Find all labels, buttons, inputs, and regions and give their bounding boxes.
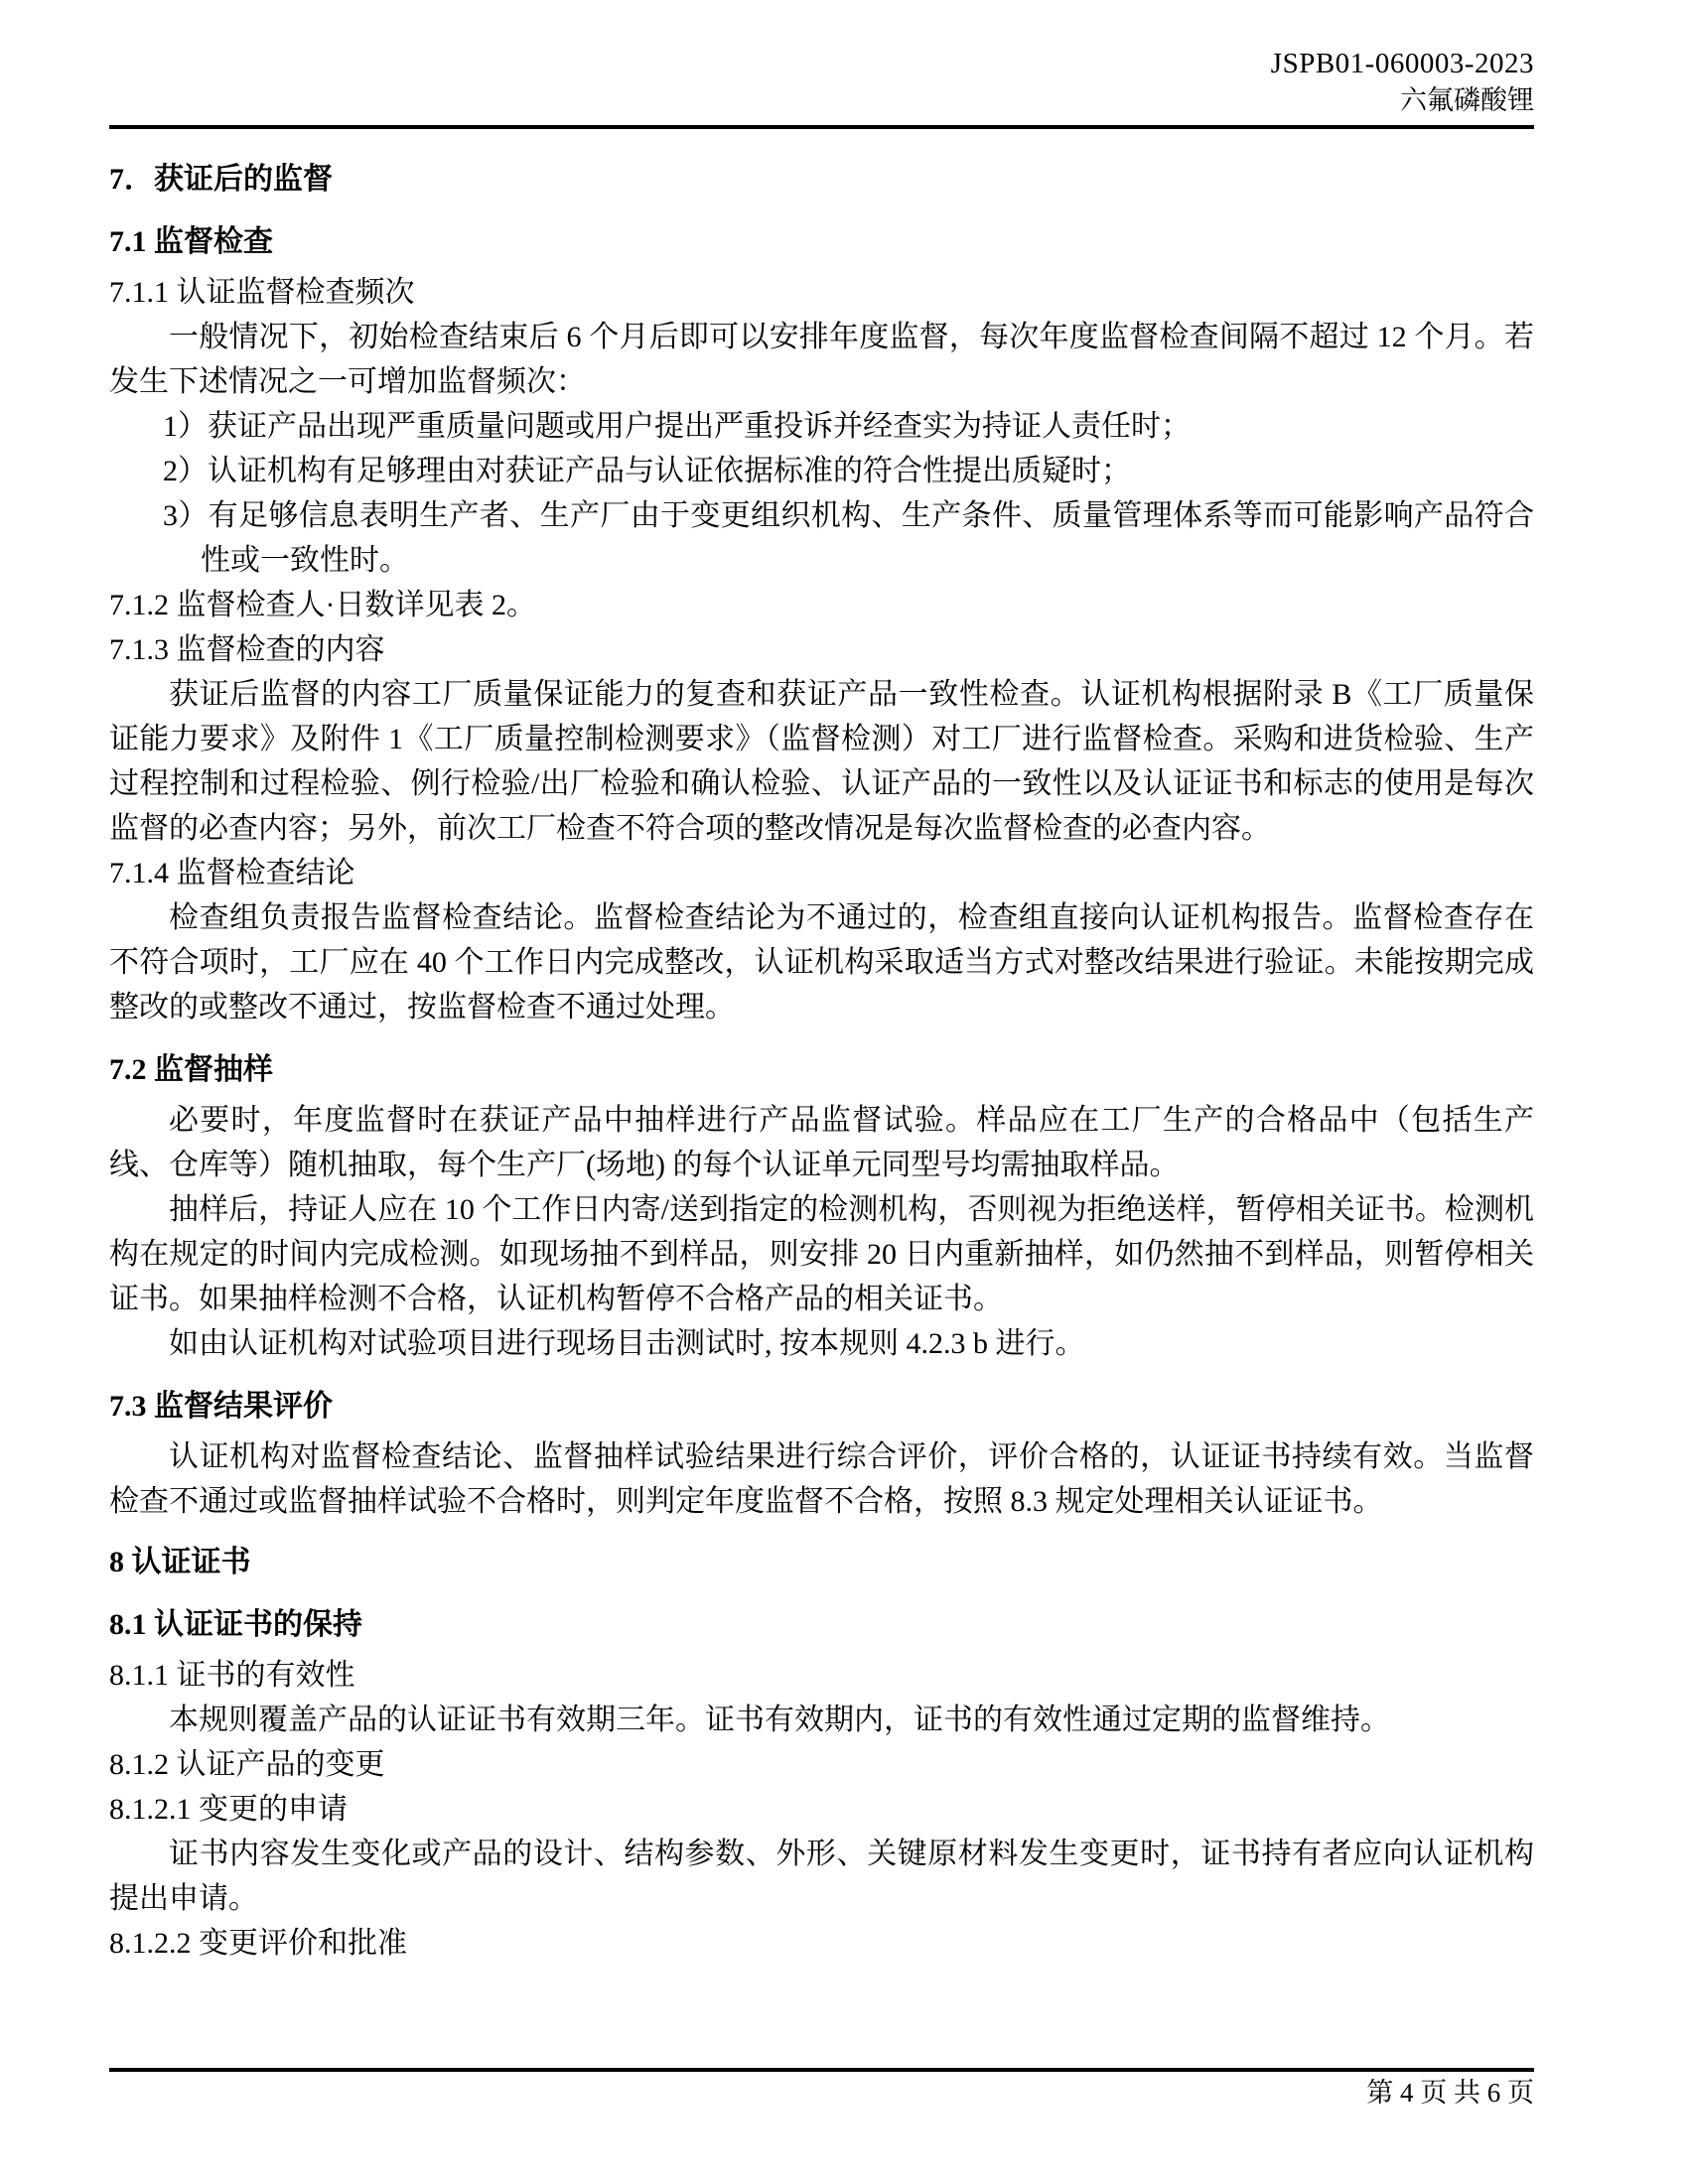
- paragraph-validity: 本规则覆盖产品的认证证书有效期三年。证书有效期内，证书的有效性通过定期的监督维持。: [169, 1704, 1390, 1736]
- paragraph-sampling-1: 必要时，年度监督时在获证产品中抽样进行产品监督试验。样品应在工厂生产的合格品中（包括生产线、仓库等）随机抽取，每个生产厂(场地) 的每个认证单元同型号均需抽取样品。: [109, 1104, 1534, 1181]
- doc-product-name: 六氟磷酸锂: [1400, 85, 1534, 115]
- clause-7-1-2-man-days: 7.1.2 监督检查人·日数详见表 2。: [109, 589, 536, 621]
- clause-7-1-4-inspection-conclusion: 7.1.4 监督检查结论: [109, 857, 355, 889]
- paragraph-sampling-3: 如由认证机构对试验项目进行现场目击测试时, 按本规则 4.2.3 b 进行。: [169, 1327, 1085, 1360]
- paragraph-frequency-intro: 一般情况下，初始检查结束后 6 个月后即可以安排年度监督，每次年度监督检查间隔不超过 12 个月。若发生下述情况之一可增加监督频次：: [109, 321, 1534, 398]
- page-number-label: 第 4 页 共 6 页: [1366, 2078, 1534, 2108]
- list-item-2: 2）认证机构有足够理由对获证产品与认证依据标准的符合性提出质疑时；: [163, 455, 1131, 487]
- clause-8-1-2-product-change: 8.1.2 认证产品的变更: [109, 1748, 385, 1781]
- heading-7-post-cert-supervision: 7．获证后的监督: [109, 163, 333, 196]
- heading-7-2-supervision-sampling: 7.2 监督抽样: [109, 1053, 273, 1086]
- paragraph-inspection-conclusion: 检查组负责报告监督检查结论。监督检查结论为不通过的，检查组直接向认证机构报告。监督检查存在不符合项时，工厂应在 40 个工作日内完成整改，认证机构采取适当方式对整改结果进行验证。未能按期完成整改的或整改不通过，按监督检查不通过处理。: [109, 901, 1534, 1024]
- paragraph-result-evaluation: 认证机构对监督检查结论、监督抽样试验结果进行综合评价，评价合格的，认证证书持续有效。当监督检查不通过或监督抽样试验不合格时，则判定年度监督不合格，按照 8.3 规定处理相关认证证书。: [109, 1440, 1534, 1518]
- heading-8-1-certificate-maintenance: 8.1 认证证书的保持: [109, 1608, 362, 1641]
- heading-8-certificate: 8 认证证书: [109, 1546, 251, 1578]
- clause-7-1-3-inspection-content: 7.1.3 监督检查的内容: [109, 633, 385, 666]
- paragraph-change-application: 证书内容发生变化或产品的设计、结构参数、外形、关键原材料发生变更时，证书持有者应向认证机构提出申请。: [109, 1838, 1534, 1915]
- page-content-area: [109, 46, 1534, 1966]
- clause-8-1-1-validity: 8.1.1 证书的有效性: [109, 1659, 355, 1692]
- page-header: [109, 46, 1534, 118]
- footer-rule: [109, 2068, 1534, 2072]
- document-body: [109, 129, 1534, 1966]
- clause-8-1-2-1-change-application: 8.1.2.1 变更的申请: [109, 1793, 348, 1826]
- paragraph-inspection-content: 获证后监督的内容工厂质量保证能力的复查和获证产品一致性检查。认证机构根据附录 B《工厂质量保证能力要求》及附件 1《工厂质量控制检测要求》（监督检测）对工厂进行监督检查。采购和进货检验、生产过程控制和过程检验、例行检验/出厂检验和确认检验、认证产品的一致性以及认证证书和标志的使用是每次监督的必查内容；另外，前次工厂检查不符合项的整改情况是每次监督检查的必查内容。: [109, 678, 1534, 845]
- heading-7-3-result-evaluation: 7.3 监督结果评价: [109, 1390, 333, 1423]
- clause-8-1-2-2-change-approval: 8.1.2.2 变更评价和批准: [109, 1927, 407, 1960]
- page-footer: [1366, 2075, 1534, 2111]
- heading-7-1-supervision-inspection: 7.1 监督检查: [109, 225, 273, 258]
- clause-7-1-1-frequency: 7.1.1 认证监督检查频次: [109, 276, 415, 309]
- paragraph-sampling-2: 抽样后，持证人应在 10 个工作日内寄/送到指定的检测机构，否则视为拒绝送样，暂停相关证书。检测机构在规定的时间内完成检测。如现场抽不到样品，则安排 20 日内重新抽样，如仍然抽不到样品，则暂停相关证书。如果抽样检测不合格，认证机构暂停不合格产品的相关证书。: [109, 1193, 1534, 1315]
- list-item-3: 3）有足够信息表明生产者、生产厂由于变更组织机构、生产条件、质量管理体系等而可能影响产品符合性或一致性时。: [163, 499, 1534, 577]
- list-item-1: 1）获证产品出现严重质量问题或用户提出严重投诉并经查实为持证人责任时；: [163, 410, 1191, 443]
- doc-code: JSPB01-060003-2023: [1270, 48, 1534, 79]
